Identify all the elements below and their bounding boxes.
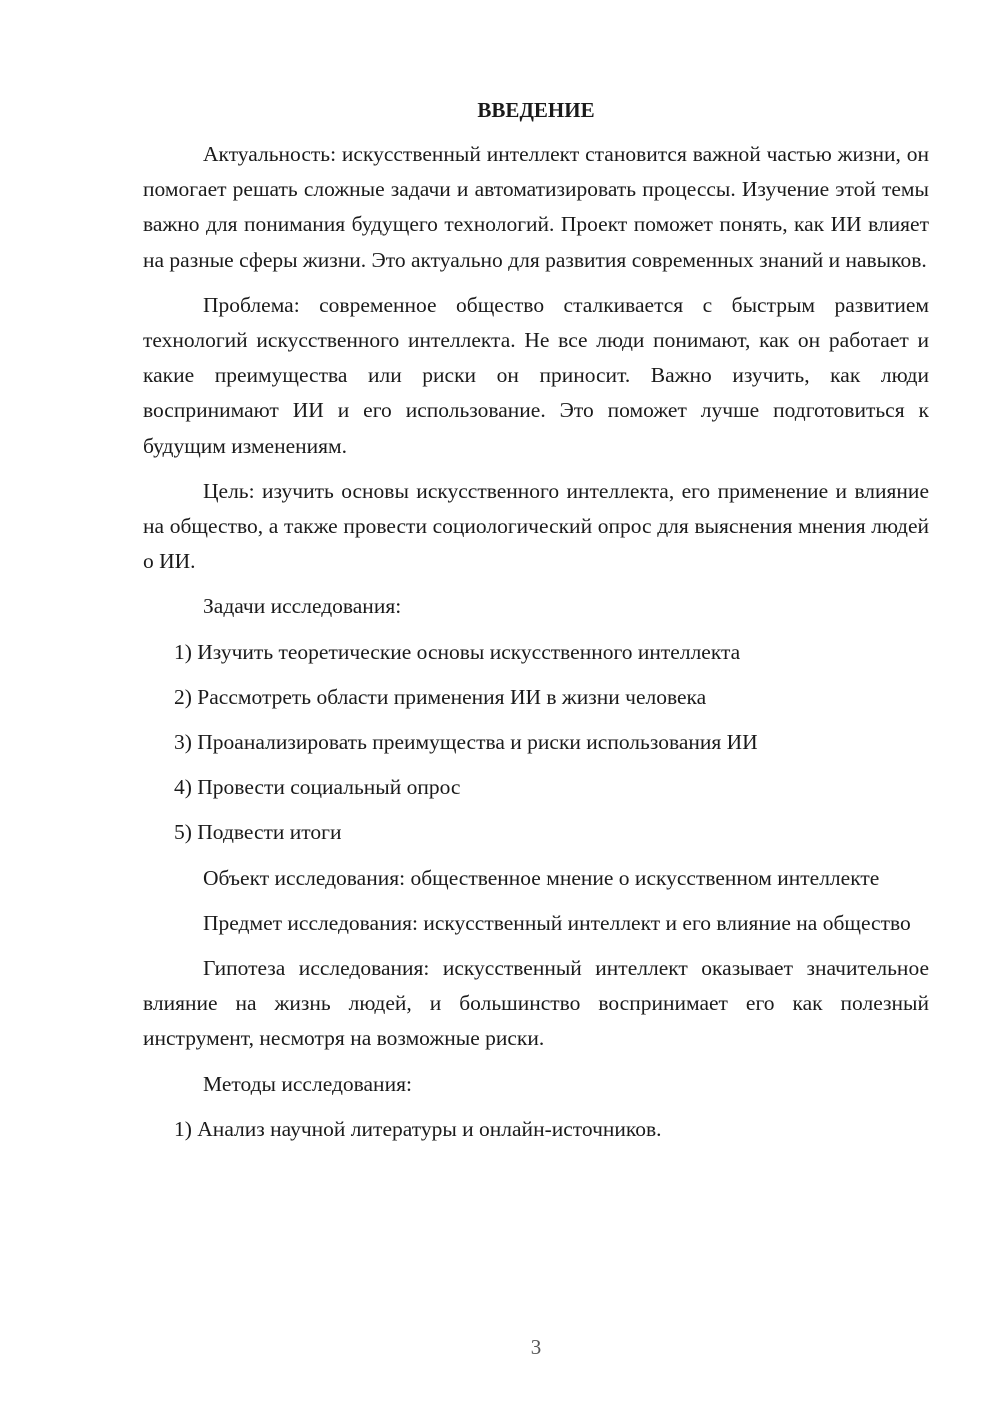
tasks-heading: Задачи исследования: <box>203 594 402 619</box>
page-number: 3 <box>530 1335 542 1359</box>
object-paragraph: Объект исследования: общественное мнение о искусственном интеллекте <box>203 865 880 890</box>
method-item-1: 1) Анализ научной литературы и онлайн-источников. <box>174 1116 662 1141</box>
methods-heading: Методы исследования: <box>203 1071 412 1096</box>
document-body <box>143 94 929 1157</box>
task-item-1: 1) Изучить теоретические основы искусственного интеллекта <box>174 639 741 664</box>
task-item-3: 3) Проанализировать преимущества и риски использования ИИ <box>174 730 758 755</box>
task-item-2: 2) Рассмотреть области применения ИИ в жизни человека <box>174 684 707 709</box>
hypothesis-paragraph: Гипотеза исследования: искусственный интеллект оказывает значительное влияние на жизнь людей, и большинство воспринимает его как полезный инструмент, несмотря на возможные риски. <box>143 956 929 1051</box>
relevance-paragraph: Актуальность: искусственный интеллект становится важной частью жизни, он помогает решать сложные задачи и автоматизировать процессы. Изучение этой темы важно для понимания будущего технологий. Проект поможет понять, как ИИ влияет на разные сферы жизни. Это актуально для развития современных знаний и навыков. <box>143 142 929 272</box>
page-title: ВВЕДЕНИЕ <box>477 98 595 122</box>
subject-paragraph: Предмет исследования: искусственный интеллект и его влияние на общество <box>203 910 911 935</box>
problem-paragraph: Проблема: современное общество сталкивается с быстрым развитием технологий искусственного интеллекта. Не все люди понимают, как он работает и какие преимущества или риски он приносит. Важно изучить, как люди воспринимают ИИ и его использование. Это поможет лучше подготовиться к будущим изменениям. <box>143 292 929 458</box>
goal-paragraph: Цель: изучить основы искусственного интеллекта, его применение и влияние на общество, а также провести социологический опрос для выяснения мнения людей о ИИ. <box>143 478 929 574</box>
task-item-5: 5) Подвести итоги <box>174 820 342 845</box>
task-item-4: 4) Провести социальный опрос <box>174 775 461 800</box>
